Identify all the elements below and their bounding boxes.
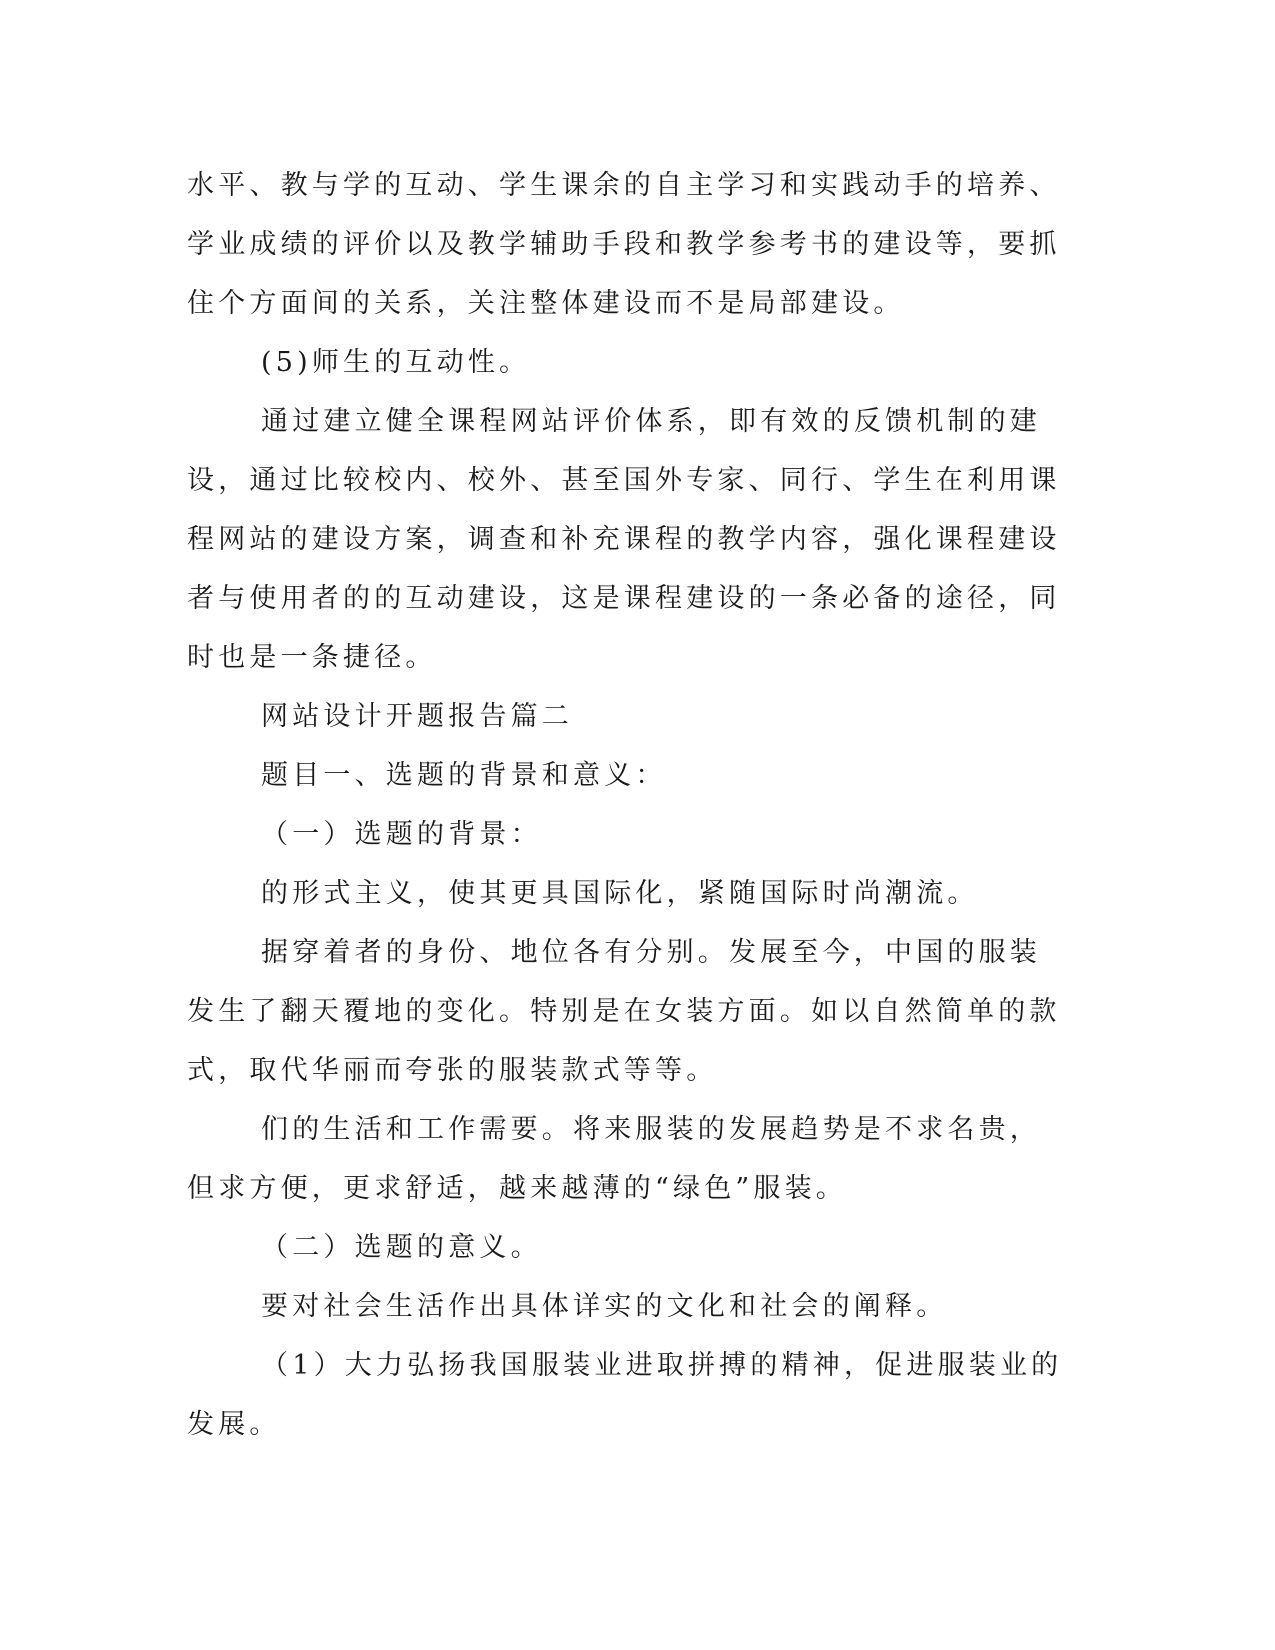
subheading-background: （一）选题的背景： [261,819,542,850]
paragraph-clothing-change: 据穿着者的身份、地位各有分别。发展至今，中国的服装发生了翻天覆地的变化。特别是在女装方面。如以自然简单的款式，取代华丽而夸张的服装款式等等。 [187,937,1061,1086]
paragraph-clothing-trend: 们的生活和工作需要。将来服装的发展趋势是不求名贵，但求方便，更求舒适，越来越薄的“绿色”服装。 [187,1114,1041,1204]
document-body [187,156,1067,1454]
list-item-1: （1）大力弘扬我国服装业进取拼搏的精神，促进服装业的发展。 [187,1350,1063,1440]
paragraph-social-interpretation: 要对社会生活作出具体详实的文化和社会的阐释。 [261,1291,948,1322]
section-title: 网站设计开题报告篇二 [261,701,573,732]
paragraph-evaluation-system: 通过建立健全课程网站评价体系，即有效的反馈机制的建设，通过比较校内、校外、甚至国外专家、同行、学生在利用课程网站的建设方案，调查和补充课程的教学内容，强化课程建设者与使用者的的互动建设，这是课程建设的一条必备的途径，同时也是一条捷径。 [187,406,1061,673]
paragraph-continuation: 水平、教与学的互动、学生课余的自主学习和实践动手的培养、学业成绩的评价以及教学辅助手段和教学参考书的建设等，要抓住个方面间的关系，关注整体建设而不是局部建设。 [187,170,1061,319]
topic-heading: 题目一、选题的背景和意义： [261,760,667,791]
subheading-significance: （二）选题的意义。 [261,1232,542,1263]
paragraph-formalism: 的形式主义，使其更具国际化，紧随国际时尚潮流。 [261,878,979,909]
paragraph-heading-interaction: (5)师生的互动性。 [261,347,531,378]
